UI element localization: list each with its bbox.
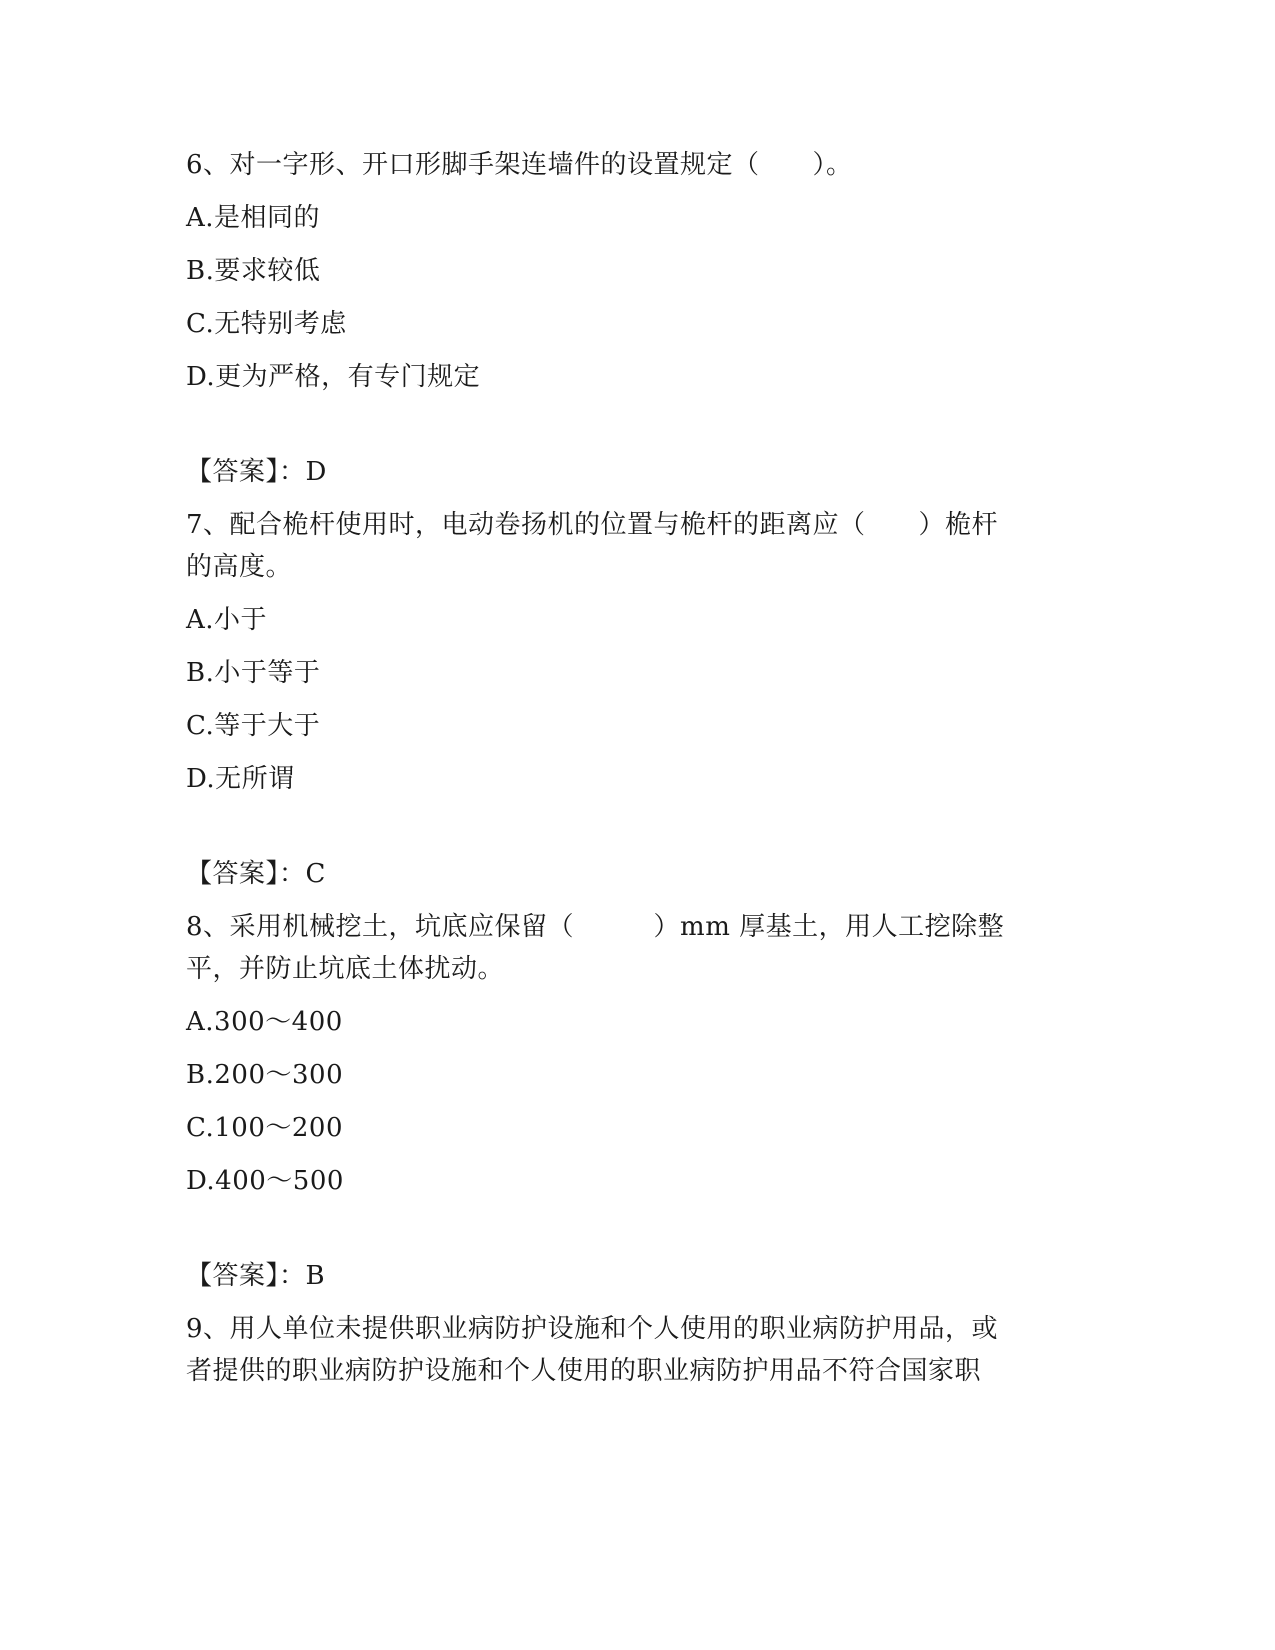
- question-7-answer: 【答案】：C: [186, 859, 326, 889]
- question-7-stem-line-1: 7、配合桅杆使用时，电动卷扬机的位置与桅杆的距离应（ ）桅杆: [186, 510, 999, 540]
- question-9-stem-line-1: 9、用人单位未提供职业病防护设施和个人使用的职业病防护用品，或: [186, 1314, 999, 1344]
- question-7-option-b: B.小于等于: [186, 658, 321, 688]
- question-8-option-a: A.300～400: [186, 1007, 343, 1037]
- question-8-option-b: B.200～300: [186, 1060, 344, 1090]
- question-8-option-d: D.400～500: [186, 1166, 344, 1196]
- question-6-answer: 【答案】：D: [186, 457, 327, 487]
- question-8-answer: 【答案】：B: [186, 1261, 326, 1291]
- question-8-option-c: C.100～200: [186, 1113, 343, 1143]
- question-8-stem-line-2: 平，并防止坑底土体扰动。: [186, 954, 505, 984]
- question-6-option-d: D.更为严格，有专门规定: [186, 362, 481, 392]
- question-6-option-c: C.无特别考虑: [186, 309, 347, 339]
- question-7-option-d: D.无所谓: [186, 764, 295, 794]
- question-6-option-a: A.是相同的: [186, 203, 321, 233]
- question-9-stem-line-2: 者提供的职业病防护设施和个人使用的职业病防护用品不符合国家职: [186, 1356, 982, 1386]
- question-7-option-c: C.等于大于: [186, 711, 321, 741]
- question-6-option-b: B.要求较低: [186, 256, 321, 286]
- question-8-stem-line-1: 8、采用机械挖土，坑底应保留（ ）mm 厚基土，用人工挖除整: [186, 912, 1005, 942]
- question-6-stem-line-1: 6、对一字形、开口形脚手架连墙件的设置规定（ ）。: [186, 150, 853, 180]
- question-7-stem-line-2: 的高度。: [186, 552, 293, 582]
- question-7-option-a: A.小于: [186, 605, 268, 635]
